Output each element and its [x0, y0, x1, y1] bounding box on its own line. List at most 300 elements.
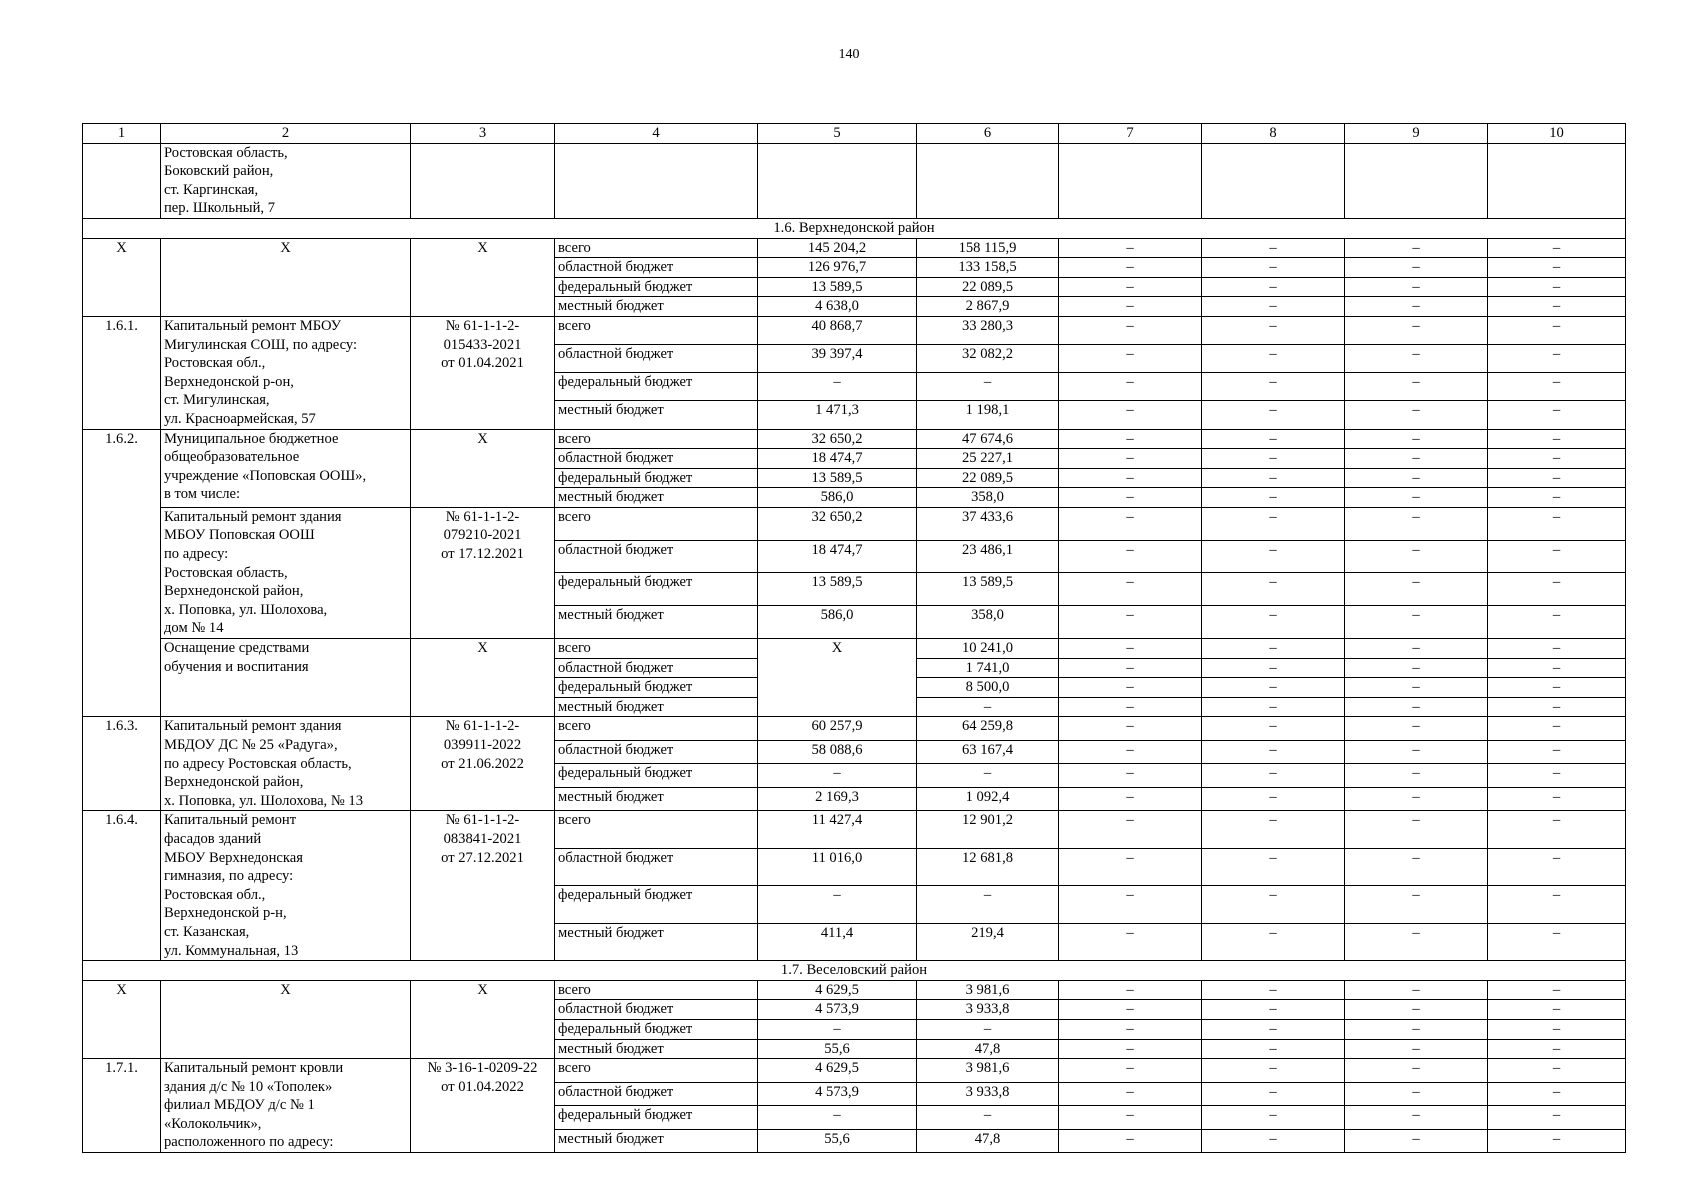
empty-value-cell: –: [1059, 507, 1202, 540]
empty-value-cell: –: [1488, 1106, 1626, 1129]
table-cell: 4 638,0: [758, 297, 917, 317]
table-cell: 4 573,9: [758, 1082, 917, 1105]
empty-value-cell: –: [1202, 764, 1345, 787]
table-cell: 47,8: [917, 1039, 1059, 1059]
empty-value-cell: –: [1345, 297, 1488, 317]
empty-value-cell: –: [1059, 345, 1202, 373]
table-cell: 586,0: [758, 488, 917, 508]
table-cell: областной бюджет: [555, 740, 758, 763]
table-cell: местный бюджет: [555, 1129, 758, 1153]
table-cell: № 61-1-1-2- 015433-2021 от 01.04.2021: [411, 316, 555, 429]
table-cell: областной бюджет: [555, 540, 758, 573]
budget-table: [82, 123, 1626, 1153]
empty-value-cell: –: [1345, 923, 1488, 960]
section-row: [83, 218, 1626, 238]
table-cell: 586,0: [758, 606, 917, 639]
table-cell: Капитальный ремонт кровли здания д/с № 10 «Тополек» филиал МБДОУ д/с № 1 «Колокольчик», расположенного по адресу:: [161, 1059, 411, 1153]
table-cell: областной бюджет: [555, 258, 758, 278]
table-cell: Муниципальное бюджетное общеобразовательное учреждение «Поповская ООШ», в том числе:: [161, 429, 411, 507]
table-cell: 1.6.2.: [83, 429, 161, 717]
table-cell: –: [917, 373, 1059, 401]
table-row: [83, 316, 1626, 344]
table-cell: [917, 143, 1059, 218]
table-cell: 2 867,9: [917, 297, 1059, 317]
empty-value-cell: –: [1345, 258, 1488, 278]
empty-value-cell: –: [1488, 606, 1626, 639]
empty-value-cell: –: [1059, 606, 1202, 639]
table-cell: 64 259,8: [917, 717, 1059, 740]
table-cell: 55,6: [758, 1039, 917, 1059]
table-cell: [83, 143, 161, 218]
table-cell: 1 092,4: [917, 787, 1059, 811]
table-cell: федеральный бюджет: [555, 678, 758, 698]
empty-value-cell: –: [1059, 258, 1202, 278]
empty-value-cell: –: [1488, 980, 1626, 1000]
header-cell: 8: [1202, 124, 1345, 144]
table-cell: федеральный бюджет: [555, 1106, 758, 1129]
header-cell: 7: [1059, 124, 1202, 144]
empty-value-cell: –: [1345, 764, 1488, 787]
empty-value-cell: –: [1345, 1039, 1488, 1059]
header-cell: 4: [555, 124, 758, 144]
empty-value-cell: –: [1345, 429, 1488, 449]
table-cell: областной бюджет: [555, 1000, 758, 1020]
empty-value-cell: –: [1059, 678, 1202, 698]
table-cell: 11 427,4: [758, 811, 917, 848]
table-cell: 40 868,7: [758, 316, 917, 344]
empty-value-cell: –: [1202, 1019, 1345, 1039]
table-cell: –: [917, 886, 1059, 923]
empty-value-cell: –: [1488, 639, 1626, 659]
table-cell: –: [917, 1019, 1059, 1039]
table-cell: всего: [555, 1059, 758, 1082]
empty-value-cell: –: [1202, 345, 1345, 373]
empty-value-cell: –: [1488, 1129, 1626, 1153]
table-cell: всего: [555, 316, 758, 344]
table-cell: 12 901,2: [917, 811, 1059, 848]
table-cell: 133 158,5: [917, 258, 1059, 278]
table-cell: 13 589,5: [758, 468, 917, 488]
empty-value-cell: –: [1488, 678, 1626, 698]
table-cell: 55,6: [758, 1129, 917, 1153]
table-cell: 411,4: [758, 923, 917, 960]
empty-value-cell: –: [1059, 297, 1202, 317]
empty-value-cell: –: [1059, 740, 1202, 763]
empty-value-cell: –: [1345, 980, 1488, 1000]
empty-value-cell: –: [1345, 1000, 1488, 1020]
empty-value-cell: –: [1202, 848, 1345, 885]
table-cell: –: [917, 1106, 1059, 1129]
empty-value-cell: –: [1488, 764, 1626, 787]
table-cell: 126 976,7: [758, 258, 917, 278]
empty-value-cell: –: [1488, 697, 1626, 717]
empty-value-cell: –: [1202, 678, 1345, 698]
empty-value-cell: –: [1488, 1082, 1626, 1105]
empty-value-cell: –: [1202, 639, 1345, 659]
table-cell: 13 589,5: [758, 277, 917, 297]
empty-value-cell: –: [1345, 373, 1488, 401]
empty-value-cell: –: [1488, 297, 1626, 317]
table-cell: областной бюджет: [555, 345, 758, 373]
header-row: [83, 124, 1626, 144]
table-cell: 145 204,2: [758, 238, 917, 258]
table-cell: Х: [411, 980, 555, 1058]
table-cell: 358,0: [917, 488, 1059, 508]
empty-value-cell: –: [1202, 488, 1345, 508]
table-cell: № 61-1-1-2- 079210-2021 от 17.12.2021: [411, 507, 555, 638]
empty-value-cell: –: [1488, 468, 1626, 488]
empty-value-cell: –: [1488, 258, 1626, 278]
empty-value-cell: –: [1488, 811, 1626, 848]
table-row: [83, 143, 1626, 218]
empty-value-cell: –: [1059, 401, 1202, 429]
empty-value-cell: –: [1488, 429, 1626, 449]
empty-value-cell: –: [1059, 1039, 1202, 1059]
empty-value-cell: –: [1488, 1000, 1626, 1020]
table-cell: федеральный бюджет: [555, 373, 758, 401]
table-cell: [1202, 143, 1345, 218]
empty-value-cell: –: [1345, 1082, 1488, 1105]
empty-value-cell: –: [1202, 811, 1345, 848]
empty-value-cell: –: [1345, 238, 1488, 258]
header-cell: 3: [411, 124, 555, 144]
empty-value-cell: –: [1059, 717, 1202, 740]
table-cell: 3 933,8: [917, 1000, 1059, 1020]
empty-value-cell: –: [1488, 540, 1626, 573]
empty-value-cell: –: [1488, 488, 1626, 508]
empty-value-cell: –: [1059, 316, 1202, 344]
empty-value-cell: –: [1059, 540, 1202, 573]
table-cell: 158 115,9: [917, 238, 1059, 258]
table-cell: Капитальный ремонт МБОУ Мигулинская СОШ, по адресу: Ростовская обл., Верхнедонской р-он, ст. Мигулинская, ул. Красноармейская, 57: [161, 316, 411, 429]
table-row: [83, 980, 1626, 1000]
table-cell: 18 474,7: [758, 449, 917, 469]
table-cell: Х: [83, 238, 161, 316]
table-cell: 22 089,5: [917, 277, 1059, 297]
table-cell: 1 198,1: [917, 401, 1059, 429]
empty-value-cell: –: [1202, 1129, 1345, 1153]
table-cell: 2 169,3: [758, 787, 917, 811]
table-cell: 25 227,1: [917, 449, 1059, 469]
empty-value-cell: –: [1488, 658, 1626, 678]
empty-value-cell: –: [1202, 1059, 1345, 1082]
empty-value-cell: –: [1345, 787, 1488, 811]
table-cell: [1488, 143, 1626, 218]
table-cell: 47,8: [917, 1129, 1059, 1153]
table-cell: 219,4: [917, 923, 1059, 960]
empty-value-cell: –: [1345, 1059, 1488, 1082]
empty-value-cell: –: [1345, 449, 1488, 469]
empty-value-cell: –: [1488, 316, 1626, 344]
table-cell: 3 981,6: [917, 980, 1059, 1000]
table-cell: федеральный бюджет: [555, 886, 758, 923]
table-cell: местный бюджет: [555, 401, 758, 429]
table-row: [83, 238, 1626, 258]
table-cell: 4 629,5: [758, 980, 917, 1000]
empty-value-cell: –: [1488, 923, 1626, 960]
table-cell: федеральный бюджет: [555, 573, 758, 606]
table-cell: Х: [161, 980, 411, 1058]
table-cell: 63 167,4: [917, 740, 1059, 763]
table-cell: всего: [555, 507, 758, 540]
table-cell: № 61-1-1-2- 039911-2022 от 21.06.2022: [411, 717, 555, 811]
empty-value-cell: –: [1059, 1129, 1202, 1153]
empty-value-cell: –: [1059, 488, 1202, 508]
empty-value-cell: –: [1202, 740, 1345, 763]
empty-value-cell: –: [1202, 373, 1345, 401]
table-cell: –: [917, 697, 1059, 717]
table-cell: 11 016,0: [758, 848, 917, 885]
empty-value-cell: –: [1345, 573, 1488, 606]
empty-value-cell: –: [1202, 1039, 1345, 1059]
table-cell: [1059, 143, 1202, 218]
empty-value-cell: –: [1202, 238, 1345, 258]
empty-value-cell: –: [1059, 764, 1202, 787]
empty-value-cell: –: [1202, 787, 1345, 811]
empty-value-cell: –: [1202, 258, 1345, 278]
empty-value-cell: –: [1059, 1000, 1202, 1020]
empty-value-cell: –: [1488, 848, 1626, 885]
table-cell: 10 241,0: [917, 639, 1059, 659]
empty-value-cell: –: [1059, 811, 1202, 848]
table-cell: 12 681,8: [917, 848, 1059, 885]
table-cell: 39 397,4: [758, 345, 917, 373]
header-cell: 1: [83, 124, 161, 144]
table-cell: всего: [555, 429, 758, 449]
empty-value-cell: –: [1345, 401, 1488, 429]
empty-value-cell: –: [1345, 717, 1488, 740]
empty-value-cell: –: [1202, 1082, 1345, 1105]
table-cell: федеральный бюджет: [555, 468, 758, 488]
empty-value-cell: –: [1488, 886, 1626, 923]
empty-value-cell: –: [1345, 1106, 1488, 1129]
table-cell: 358,0: [917, 606, 1059, 639]
header-cell: 6: [917, 124, 1059, 144]
table-cell: 33 280,3: [917, 316, 1059, 344]
table-cell: Капитальный ремонт здания МБДОУ ДС № 25 «Радуга», по адресу Ростовская область, Верхнедонской район, х. Поповка, ул. Шолохова, № 13: [161, 717, 411, 811]
table-cell: Х: [83, 980, 161, 1058]
empty-value-cell: –: [1059, 787, 1202, 811]
empty-value-cell: –: [1488, 740, 1626, 763]
empty-value-cell: –: [1202, 980, 1345, 1000]
empty-value-cell: –: [1345, 606, 1488, 639]
empty-value-cell: –: [1488, 345, 1626, 373]
table-cell: 60 257,9: [758, 717, 917, 740]
table-cell: 22 089,5: [917, 468, 1059, 488]
table-cell: Х: [758, 639, 917, 717]
empty-value-cell: –: [1488, 573, 1626, 606]
table-cell: местный бюджет: [555, 488, 758, 508]
empty-value-cell: –: [1202, 507, 1345, 540]
table-cell: –: [758, 1019, 917, 1039]
table-cell: федеральный бюджет: [555, 764, 758, 787]
table-cell: областной бюджет: [555, 658, 758, 678]
empty-value-cell: –: [1345, 886, 1488, 923]
empty-value-cell: –: [1202, 697, 1345, 717]
table-cell: 18 474,7: [758, 540, 917, 573]
table-cell: федеральный бюджет: [555, 277, 758, 297]
table-row: [83, 811, 1626, 848]
table-cell: 1.7.1.: [83, 1059, 161, 1153]
table-cell: 37 433,6: [917, 507, 1059, 540]
empty-value-cell: –: [1059, 848, 1202, 885]
table-cell: местный бюджет: [555, 787, 758, 811]
empty-value-cell: –: [1202, 297, 1345, 317]
empty-value-cell: –: [1059, 1059, 1202, 1082]
table-row: [83, 717, 1626, 740]
empty-value-cell: –: [1488, 277, 1626, 297]
empty-value-cell: –: [1059, 1082, 1202, 1105]
table-cell: всего: [555, 238, 758, 258]
empty-value-cell: –: [1345, 811, 1488, 848]
table-cell: Х: [411, 639, 555, 717]
empty-value-cell: –: [1059, 468, 1202, 488]
empty-value-cell: –: [1059, 573, 1202, 606]
table-cell: 13 589,5: [758, 573, 917, 606]
empty-value-cell: –: [1202, 573, 1345, 606]
table-cell: местный бюджет: [555, 297, 758, 317]
empty-value-cell: –: [1345, 658, 1488, 678]
empty-value-cell: –: [1202, 1106, 1345, 1129]
table-cell: 32 650,2: [758, 507, 917, 540]
table-cell: 13 589,5: [917, 573, 1059, 606]
table-cell: –: [758, 886, 917, 923]
section-row: [83, 961, 1626, 981]
table-cell: 1 741,0: [917, 658, 1059, 678]
empty-value-cell: –: [1202, 1000, 1345, 1020]
table-cell: 1.6.3.: [83, 717, 161, 811]
section-title: 1.6. Верхнедонской район: [83, 218, 1626, 238]
table-cell: 47 674,6: [917, 429, 1059, 449]
empty-value-cell: –: [1345, 740, 1488, 763]
header-cell: 2: [161, 124, 411, 144]
table-row: [83, 1059, 1626, 1082]
empty-value-cell: –: [1202, 717, 1345, 740]
table-cell: местный бюджет: [555, 923, 758, 960]
empty-value-cell: –: [1202, 468, 1345, 488]
empty-value-cell: –: [1202, 886, 1345, 923]
empty-value-cell: –: [1488, 238, 1626, 258]
table-cell: –: [917, 764, 1059, 787]
table-cell: [411, 143, 555, 218]
empty-value-cell: –: [1488, 787, 1626, 811]
table-cell: –: [758, 1106, 917, 1129]
table-row: [83, 639, 1626, 659]
empty-value-cell: –: [1059, 886, 1202, 923]
table-cell: Х: [161, 238, 411, 316]
empty-value-cell: –: [1345, 507, 1488, 540]
empty-value-cell: –: [1202, 429, 1345, 449]
table-cell: –: [758, 373, 917, 401]
table-cell: [1345, 143, 1488, 218]
empty-value-cell: –: [1202, 606, 1345, 639]
table-cell: федеральный бюджет: [555, 1019, 758, 1039]
table-cell: № 3-16-1-0209-22 от 01.04.2022: [411, 1059, 555, 1153]
empty-value-cell: –: [1345, 697, 1488, 717]
table-cell: 1 471,3: [758, 401, 917, 429]
empty-value-cell: –: [1202, 277, 1345, 297]
table-row: [83, 507, 1626, 540]
empty-value-cell: –: [1059, 980, 1202, 1000]
empty-value-cell: –: [1059, 923, 1202, 960]
table-cell: местный бюджет: [555, 1039, 758, 1059]
empty-value-cell: –: [1059, 373, 1202, 401]
empty-value-cell: –: [1202, 923, 1345, 960]
table-cell: 58 088,6: [758, 740, 917, 763]
empty-value-cell: –: [1059, 429, 1202, 449]
table-cell: всего: [555, 811, 758, 848]
table-cell: Ростовская область, Боковский район, ст. Каргинская, пер. Школьный, 7: [161, 143, 411, 218]
table-cell: 1.6.4.: [83, 811, 161, 961]
page-number: 140: [838, 47, 860, 62]
table-cell: Х: [411, 429, 555, 507]
table-cell: Оснащение средствами обучения и воспитания: [161, 639, 411, 717]
empty-value-cell: –: [1345, 639, 1488, 659]
header-cell: 9: [1345, 124, 1488, 144]
empty-value-cell: –: [1202, 316, 1345, 344]
table-cell: областной бюджет: [555, 848, 758, 885]
empty-value-cell: –: [1345, 1129, 1488, 1153]
table-cell: 4 573,9: [758, 1000, 917, 1020]
empty-value-cell: –: [1059, 658, 1202, 678]
empty-value-cell: –: [1345, 848, 1488, 885]
table-cell: № 61-1-1-2- 083841-2021 от 27.12.2021: [411, 811, 555, 961]
empty-value-cell: –: [1488, 449, 1626, 469]
empty-value-cell: –: [1345, 468, 1488, 488]
empty-value-cell: –: [1059, 697, 1202, 717]
table-cell: 4 629,5: [758, 1059, 917, 1082]
table-cell: 23 486,1: [917, 540, 1059, 573]
empty-value-cell: –: [1345, 488, 1488, 508]
empty-value-cell: –: [1488, 401, 1626, 429]
table-cell: областной бюджет: [555, 1082, 758, 1105]
table-cell: [758, 143, 917, 218]
table-cell: всего: [555, 717, 758, 740]
empty-value-cell: –: [1488, 1059, 1626, 1082]
empty-value-cell: –: [1059, 1019, 1202, 1039]
table-cell: 3 933,8: [917, 1082, 1059, 1105]
empty-value-cell: –: [1488, 717, 1626, 740]
table-cell: 32 650,2: [758, 429, 917, 449]
table-cell: Х: [411, 238, 555, 316]
table-cell: всего: [555, 980, 758, 1000]
header-cell: 10: [1488, 124, 1626, 144]
empty-value-cell: –: [1059, 449, 1202, 469]
empty-value-cell: –: [1345, 277, 1488, 297]
section-title: 1.7. Веселовский район: [83, 961, 1626, 981]
table-cell: 32 082,2: [917, 345, 1059, 373]
empty-value-cell: –: [1345, 540, 1488, 573]
empty-value-cell: –: [1488, 507, 1626, 540]
table-cell: 3 981,6: [917, 1059, 1059, 1082]
empty-value-cell: –: [1202, 449, 1345, 469]
empty-value-cell: –: [1059, 238, 1202, 258]
empty-value-cell: –: [1059, 1106, 1202, 1129]
empty-value-cell: –: [1345, 316, 1488, 344]
table-cell: 8 500,0: [917, 678, 1059, 698]
empty-value-cell: –: [1202, 401, 1345, 429]
empty-value-cell: –: [1345, 345, 1488, 373]
empty-value-cell: –: [1488, 373, 1626, 401]
header-cell: 5: [758, 124, 917, 144]
empty-value-cell: –: [1345, 1019, 1488, 1039]
table-cell: областной бюджет: [555, 449, 758, 469]
table-cell: местный бюджет: [555, 606, 758, 639]
table-cell: [555, 143, 758, 218]
table-body: [83, 124, 1626, 1153]
table-row: [83, 429, 1626, 449]
empty-value-cell: –: [1059, 639, 1202, 659]
